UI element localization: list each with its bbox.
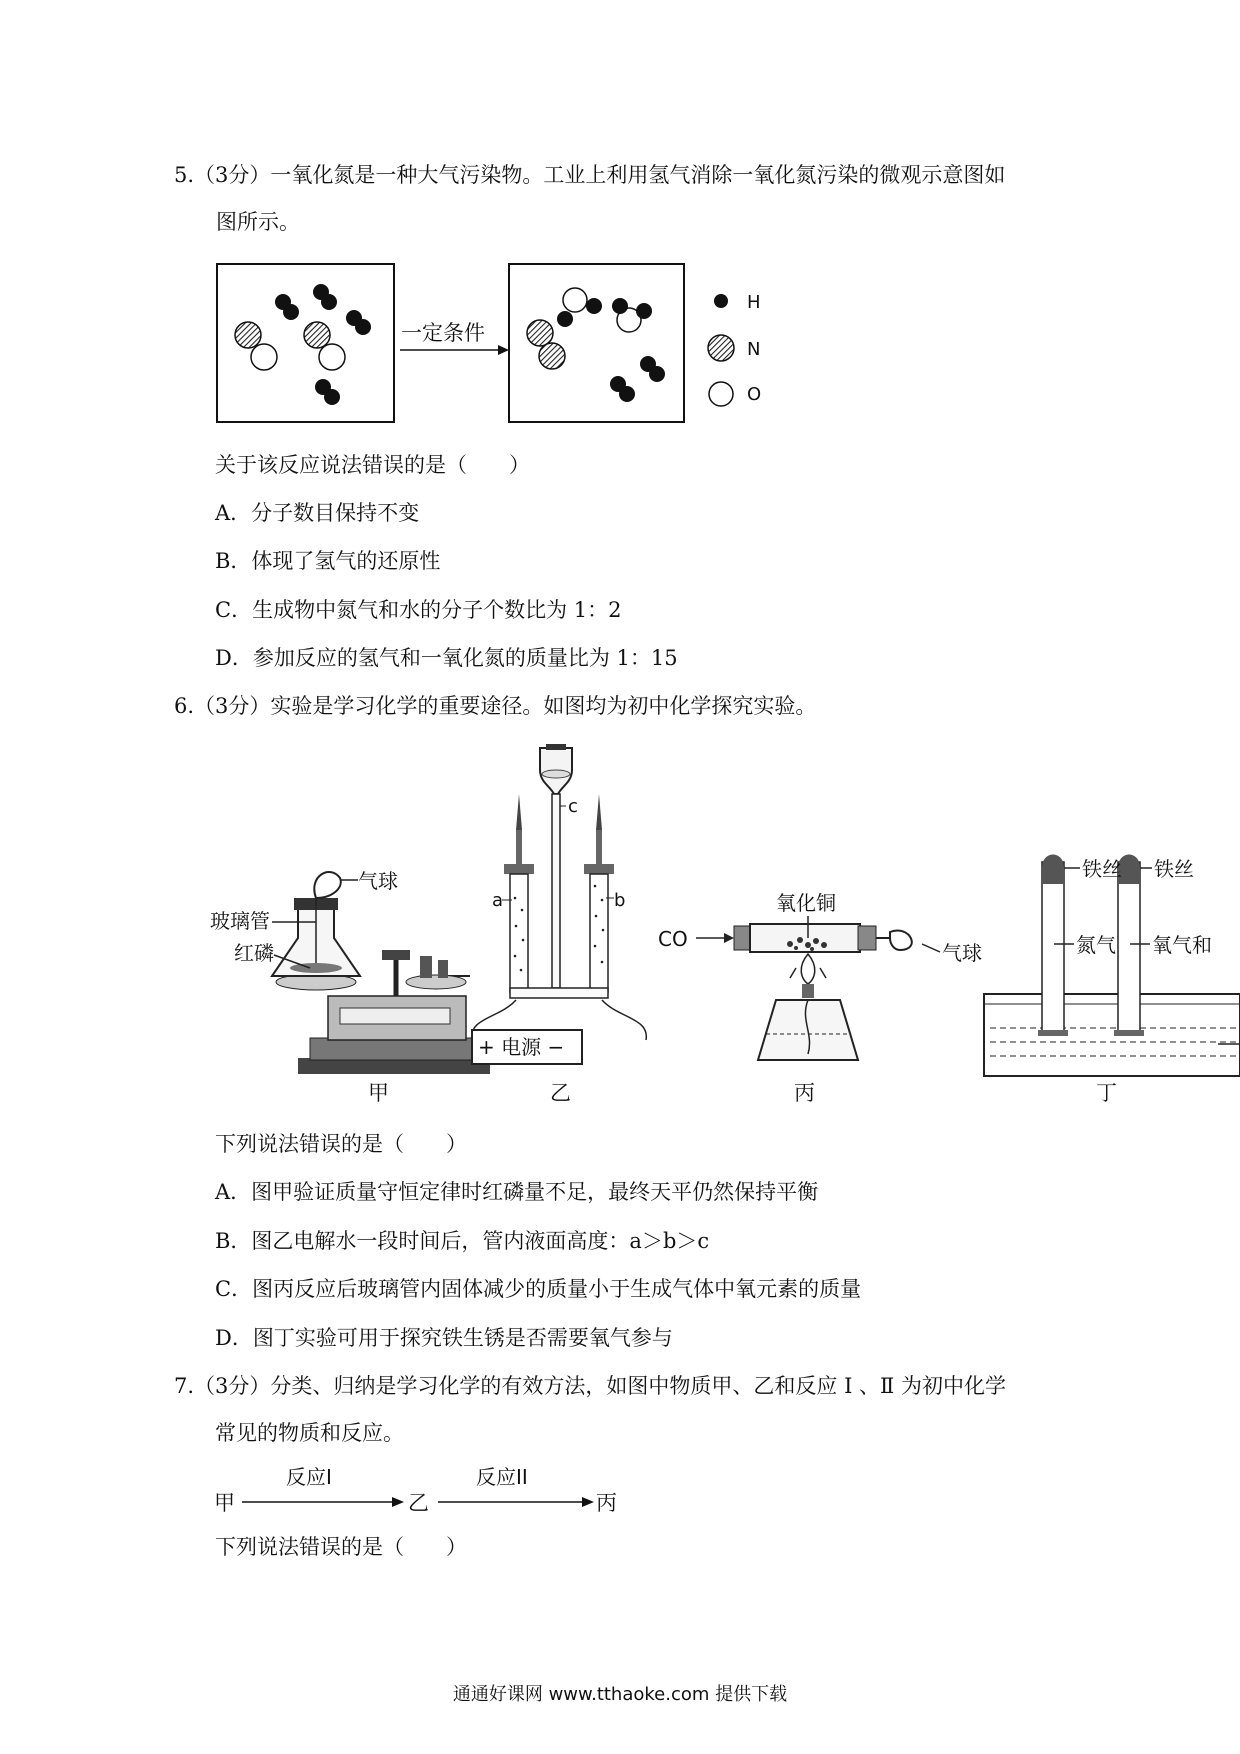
jia-balloon-label: 气球 — [358, 869, 398, 893]
jia-phosphorus-label: 红磷 — [234, 941, 274, 965]
q5-micro-diagram — [215, 262, 775, 427]
legend-o-label: O — [747, 384, 762, 405]
chain-reaction2-label: 反应II — [476, 1465, 528, 1489]
legend-o-ball — [709, 382, 733, 406]
chain-reaction1-label: 反应I — [286, 1465, 332, 1489]
yi-a-label: a — [492, 890, 504, 911]
fig-jia — [210, 869, 490, 1105]
ding-gas1-label: 氮气 — [1076, 933, 1116, 957]
q7-stem-line1: 7.（3分）分类、归纳是学习化学的有效方法，如图中物质甲、乙和反应 Ⅰ 、Ⅱ 为初中化学 — [174, 1374, 1006, 1398]
q5-option-a: A．分子数目保持不变 — [215, 501, 420, 525]
reaction-arrow-head — [498, 345, 509, 355]
ding-wire2-label: 铁丝 — [1154, 857, 1194, 881]
jia-caption: 甲 — [368, 1081, 389, 1105]
q6-option-d: D．图丁实验可用于探究铁生锈是否需要氧气参与 — [215, 1326, 673, 1350]
q7-stem-line2: 常见的物质和反应。 — [215, 1421, 404, 1445]
fig-yi — [472, 744, 647, 1105]
legend-h-label: H — [747, 292, 761, 313]
q6-option-a: A．图甲验证质量守恒定律时红磷量不足，最终天平仍然保持平衡 — [215, 1180, 819, 1204]
page-footer: 通通好课网 www.tthaoke.com 提供下载 — [452, 1684, 788, 1705]
q5-stem-line2: 图所示。 — [216, 210, 300, 234]
q6-option-c: C．图丙反应后玻璃管内固体减少的质量小于生成气体中氧元素的质量 — [215, 1277, 862, 1301]
yi-b-label: b — [614, 890, 626, 911]
ding-caption: 丁 — [1096, 1081, 1117, 1105]
chain-arrow2-head — [582, 1497, 594, 1507]
q5-option-d: D．参加反应的氢气和一氧化氮的质量比为 1：15 — [215, 646, 678, 670]
bing-caption: 丙 — [794, 1081, 815, 1105]
fig-bing — [658, 891, 982, 1105]
q5-stem-line1: 5.（3分）一氧化氮是一种大气污染物。工业上利用氢气消除一氧化氮污染的微观示意图如 — [174, 163, 1006, 187]
reaction-condition-label: 一定条件 — [401, 321, 485, 345]
q5-option-c: C．生成物中氮气和水的分子个数比为 1：2 — [215, 598, 622, 622]
yi-caption: 乙 — [550, 1081, 571, 1105]
chain-bing: 丙 — [596, 1491, 617, 1515]
jia-tube-label: 玻璃管 — [210, 909, 270, 933]
legend-h-dot — [714, 294, 728, 308]
q7-prompt: 下列说法错误的是（ ） — [215, 1535, 467, 1559]
yi-power-label: + 电源 − — [478, 1035, 565, 1059]
legend-n-ball — [708, 335, 734, 361]
bing-balloon-label: 气球 — [942, 941, 982, 965]
yi-c-label: c — [568, 796, 578, 817]
q6-stem: 6.（3分）实验是学习化学的重要途径。如图均为初中化学探究实验。 — [174, 694, 817, 718]
bing-co-label: CO — [658, 927, 688, 951]
chain-yi: 乙 — [408, 1491, 429, 1515]
q5-prompt: 关于该反应说法错误的是（ ） — [215, 453, 530, 477]
legend-n-label: N — [747, 339, 761, 360]
bing-cuo-label: 氧化铜 — [776, 891, 836, 915]
ding-wire1-label: 铁丝 — [1082, 857, 1122, 881]
q5-option-b: B．体现了氢气的还原性 — [215, 549, 441, 573]
q6-prompt: 下列说法错误的是（ ） — [215, 1132, 467, 1156]
fig-ding — [984, 855, 1240, 1106]
ding-gas2-label: 氧气和 — [1152, 933, 1212, 957]
q7-reaction-chain — [212, 1462, 632, 1520]
chain-arrow1-head — [392, 1497, 404, 1507]
q6-experiments-figure — [210, 738, 1240, 1108]
chain-jia: 甲 — [214, 1491, 235, 1515]
q6-option-b: B．图乙电解水一段时间后，管内液面高度：a＞b＞c — [215, 1229, 710, 1253]
